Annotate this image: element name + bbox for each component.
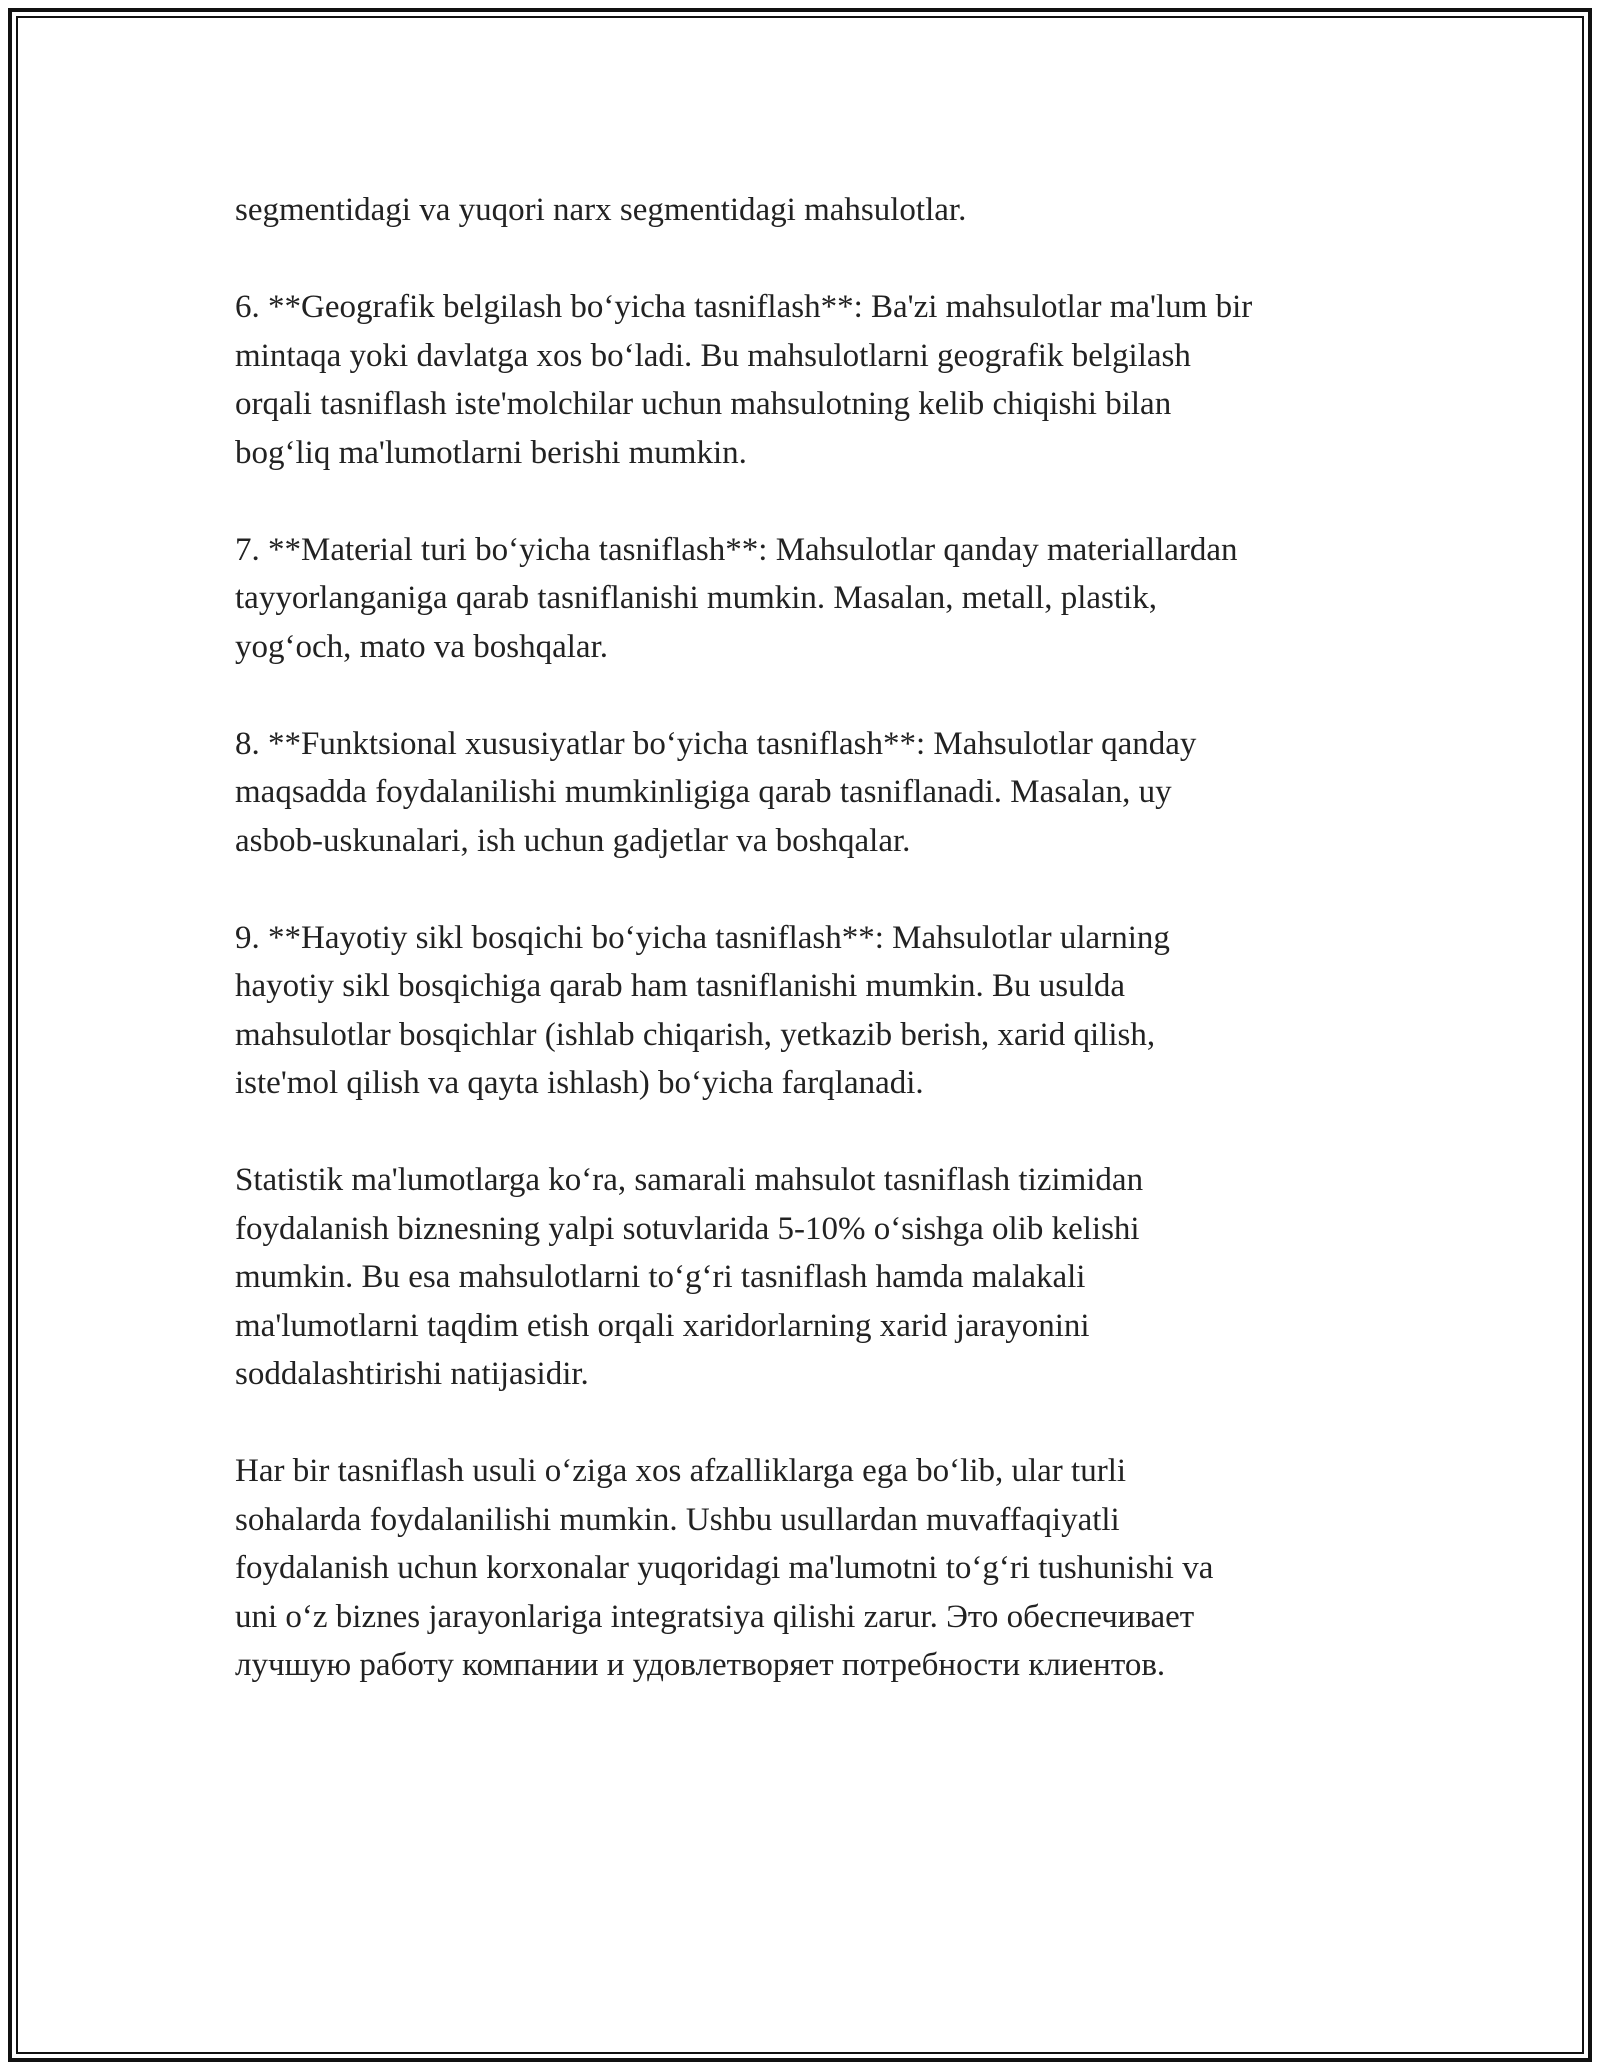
paragraph-conclusion (235, 1447, 1415, 1690)
text-line: tayyorlanganiga qarab tasniflanishi mumkin. Masalan, metall, plastik, (235, 580, 1157, 616)
text-line: Statistik ma'lumotlarga ko‘ra, samarali mahsulot tasniflash tizimidan (235, 1162, 1144, 1198)
paragraph-gap (235, 1108, 1415, 1157)
document-body (235, 186, 1415, 1690)
text-line: mahsulotlar bosqichlar (ishlab chiqarish, yetkazib berish, xarid qilish, (235, 1016, 1156, 1053)
text-line: sohalarda foydalanilishi mumkin. Ushbu usullardan muvaffaqiyatli (235, 1501, 1120, 1538)
text-line: foydalanish uchun korxonalar yuqoridagi ma'lumotni to‘g‘ri tushunishi va (235, 1550, 1214, 1586)
paragraph-statistics (235, 1156, 1415, 1399)
text-line: mumkin. Bu esa mahsulotlarni to‘g‘ri tasniflash hamda malakali (235, 1259, 1086, 1295)
text-line: hayotiy sikl bosqichiga qarab ham tasniflanishi mumkin. Bu usulda (235, 968, 1125, 1004)
paragraph-item-6 (235, 283, 1415, 477)
paragraph-gap (235, 865, 1415, 914)
paragraph-item-9 (235, 914, 1415, 1108)
text-line: 7. **Material turi bo‘yicha tasniflash**: Mahsulotlar qanday materiallardan (235, 531, 1238, 568)
paragraph-item-8 (235, 720, 1415, 866)
paragraph-gap (235, 1399, 1415, 1448)
text-line: bog‘liq ma'lumotlarni berishi mumkin. (235, 434, 747, 471)
text-line: Har bir tasniflash usuli o‘ziga xos afzalliklarga ega bo‘lib, ular turli (235, 1453, 1127, 1489)
paragraph-gap (235, 477, 1415, 526)
paragraph-item-7 (235, 526, 1415, 672)
text-line: 9. **Hayotiy sikl bosqichi bo‘yicha tasniflash**: Mahsulotlar ularning (235, 919, 1170, 956)
text-line: asbob-uskunalari, ish uchun gadjetlar va boshqalar. (235, 822, 911, 859)
text-line: 6. **Geografik belgilash bo‘yicha tasniflash**: Ba'zi mahsulotlar ma'lum bir (235, 289, 1253, 325)
text-line: foydalanish biznesning yalpi sotuvlarida 5-10% o‘sishga olib kelishi (235, 1210, 1140, 1247)
text-line: mintaqa yoki davlatga xos bo‘ladi. Bu mahsulotlarni geografik belgilash (235, 337, 1191, 374)
text-line: ma'lumotlarni taqdim etish orqali xaridorlarning xarid jarayonini (235, 1307, 1090, 1344)
text-line: maqsadda foydalanilishi mumkinligiga qarab tasniflanadi. Masalan, uy (235, 774, 1172, 810)
text-line: orqali tasniflash iste'molchilar uchun mahsulotning kelib chiqishi bilan (235, 386, 1172, 422)
text-line: 8. **Funktsional xususiyatlar bo‘yicha tasniflash**: Mahsulotlar qanday (235, 725, 1197, 762)
text-line: segmentidagi va yuqori narx segmentidagi mahsulotlar. (235, 192, 967, 228)
paragraph-continuation (235, 186, 1415, 235)
text-line: soddalashtirishi natijasidir. (235, 1356, 589, 1392)
text-line: yog‘och, mato va boshqalar. (235, 628, 608, 665)
text-line: iste'mol qilish va qayta ishlash) bo‘yicha farqlanadi. (235, 1065, 924, 1101)
text-line: uni o‘z biznes jarayonlariga integratsiya qilishi zarur. Это обеспечивает (235, 1598, 1195, 1635)
text-line: лучшую работу компании и удовлетворяет потребности клиентов. (235, 1647, 1166, 1683)
paragraph-gap (235, 671, 1415, 720)
paragraph-gap (235, 235, 1415, 284)
